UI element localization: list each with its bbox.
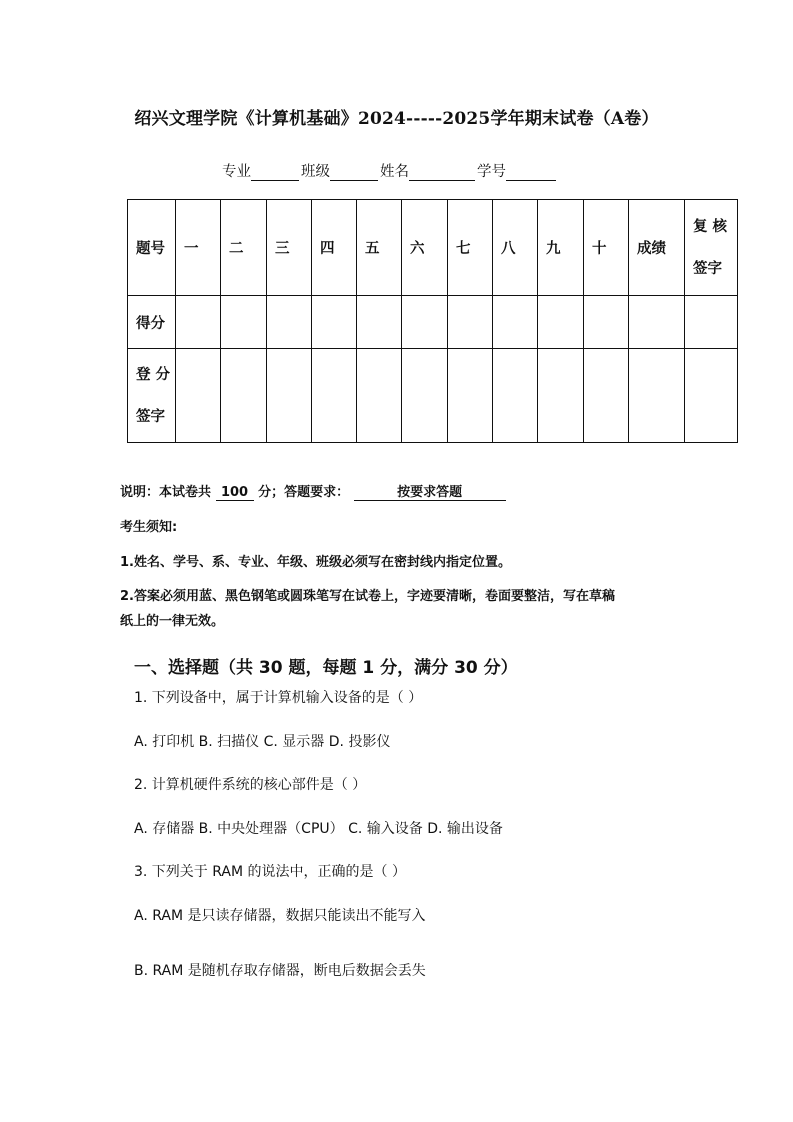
score-row-label: 得分 [128,296,176,349]
review-label: 复 核 [693,218,728,235]
column-header: 五 [357,200,402,296]
signature-cell[interactable] [538,349,584,443]
signature-cell[interactable] [267,349,312,443]
column-header: 一 [176,200,221,296]
column-header: 三 [267,200,312,296]
signature-cell[interactable] [357,349,402,443]
question-stem: 2. 计算机硬件系统的核心部件是（ ） [134,777,367,793]
signature-label: 签字 [136,408,165,425]
notice-item-continued: 纸上的一律无效。 [120,614,225,629]
question-stem: 1. 下列设备中，属于计算机输入设备的是（ ） [134,690,423,706]
score-cell[interactable] [176,296,221,349]
score-cell[interactable] [685,296,738,349]
column-header: 四 [312,200,357,296]
instructions-mid: 分；答题要求： [258,485,350,500]
table-row [128,296,738,349]
signature-cell[interactable] [584,349,629,443]
score-cell[interactable] [493,296,538,349]
score-table [127,199,738,443]
question-option-b: B. RAM 是随机存取存储器，断电后数据会丢失 [134,963,426,979]
score-cell[interactable] [584,296,629,349]
table-row [128,349,738,443]
score-cell[interactable] [448,296,493,349]
signature-cell[interactable] [176,349,221,443]
signature-cell[interactable] [448,349,493,443]
exam-instructions [120,481,506,501]
notice-item: 2.答案必须用蓝、黑色钢笔或圆珠笔写在试卷上，字迹要清晰，卷面要整洁，写在草稿 [120,589,615,604]
score-cell[interactable] [402,296,448,349]
score-cell[interactable] [221,296,267,349]
score-cell[interactable] [312,296,357,349]
student-info-line [222,160,558,181]
major-label: 专业 [222,164,251,180]
signature-label: 签字 [693,260,722,277]
signature-cell[interactable] [312,349,357,443]
question-options: A. 存储器 B. 中央处理器（CPU） C. 输入设备 D. 输出设备 [134,821,503,837]
student-id-label: 学号 [477,164,506,180]
signature-cell[interactable] [629,349,685,443]
signature-cell[interactable] [402,349,448,443]
column-header: 九 [538,200,584,296]
class-label: 班级 [301,164,330,180]
column-header: 六 [402,200,448,296]
column-header: 十 [584,200,629,296]
instructions-prefix: 说明：本试卷共 [120,485,212,500]
score-cell[interactable] [267,296,312,349]
question-stem: 3. 下列关于 RAM 的说法中，正确的是（ ） [134,864,406,880]
total-score-header: 成绩 [629,200,685,296]
table-row [128,200,738,296]
signature-cell[interactable] [221,349,267,443]
question-number-header: 题号 [128,200,176,296]
section-heading: 一、选择题（共 30 题，每题 1 分，满分 30 分） [134,658,518,678]
name-blank[interactable] [409,164,475,181]
signature-cell[interactable] [685,349,738,443]
major-blank[interactable] [251,164,299,181]
class-blank[interactable] [330,164,378,181]
answer-requirement: 按要求答题 [354,485,506,501]
exam-title: 绍兴文理学院《计算机基础》2024-----2025学年期末试卷（A卷） [134,109,659,129]
question-option-a: A. RAM 是只读存储器，数据只能读出不能写入 [134,908,426,924]
total-score-value: 100 [216,485,254,501]
score-cell[interactable] [629,296,685,349]
question-options: A. 打印机 B. 扫描仪 C. 显示器 D. 投影仪 [134,734,391,750]
signature-row-label [128,349,176,443]
column-header: 八 [493,200,538,296]
column-header: 二 [221,200,267,296]
notice-heading: 考生须知: [120,520,178,535]
score-cell[interactable] [357,296,402,349]
student-id-blank[interactable] [506,164,556,181]
name-label: 姓名 [380,164,409,180]
review-signature-header [685,200,738,296]
score-cell[interactable] [538,296,584,349]
column-header: 七 [448,200,493,296]
signature-cell[interactable] [493,349,538,443]
register-score-label: 登 分 [136,366,171,383]
notice-item: 1.姓名、学号、系、专业、年级、班级必须写在密封线内指定位置。 [120,555,511,570]
